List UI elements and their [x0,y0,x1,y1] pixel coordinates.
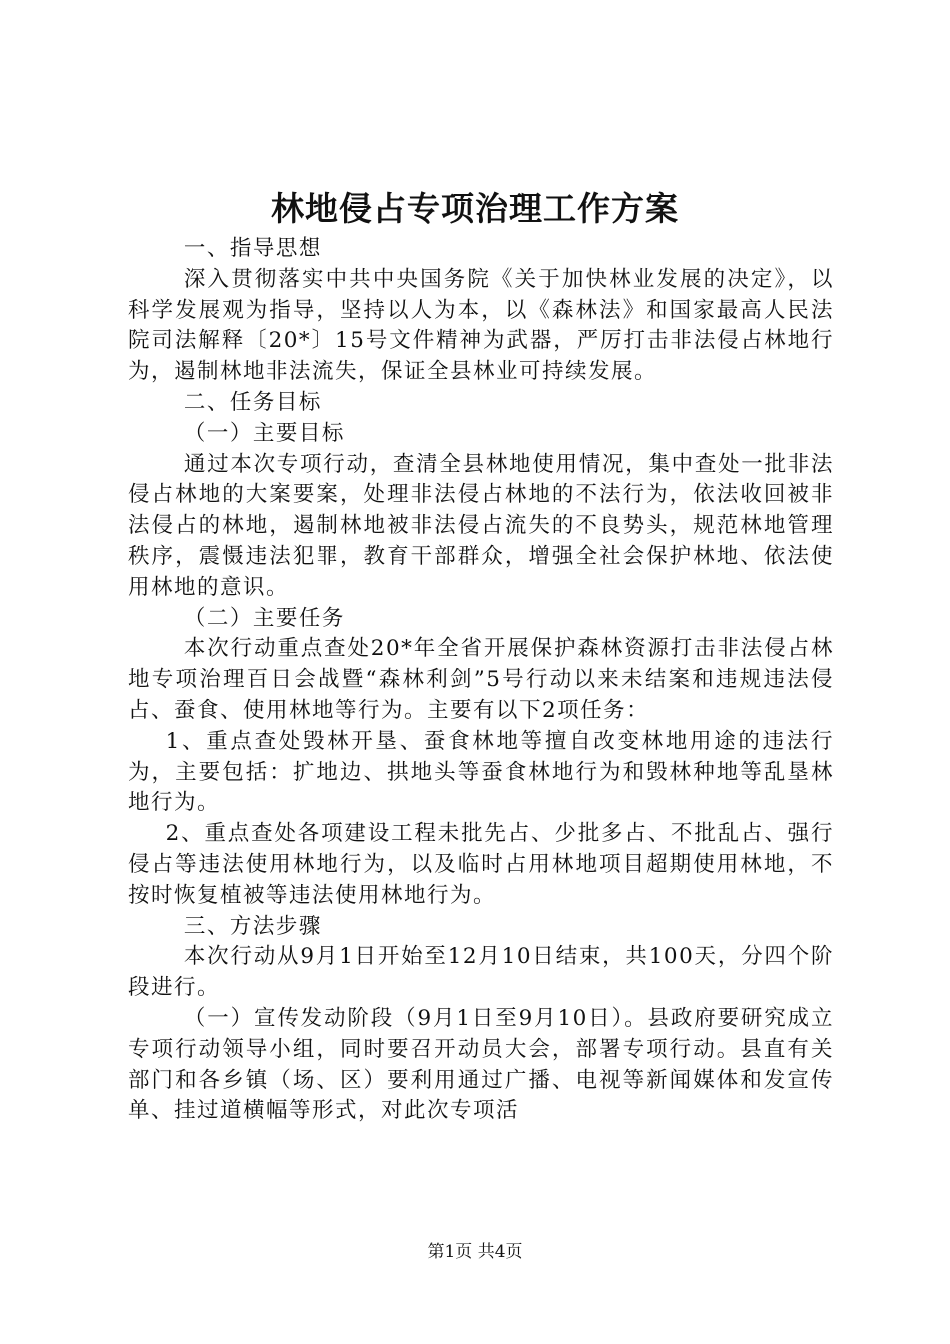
section-heading-guiding-thought: 一、指导思想 [183,236,322,261]
subheading-main-goals: （一）主要目标 [183,420,345,446]
section-heading-task-goals: 二、任务目标 [183,389,322,415]
section-heading-method-steps: 三、方法步骤 [183,913,322,939]
subheading-main-tasks: （二）主要任务 [183,605,345,631]
page-footer: 第1页 共4页 [427,1242,523,1262]
list-item-task-1: 1、重点查处毁林开垦、蚕食林地等擅自改变林地用途的违法行为，主要包括：扩地边、拱地头等蚕食林地行为和毁林种地等乱垦林地行为。 [128,728,834,816]
paragraph-main-goals: 通过本次专项行动，查清全县林地使用情况，集中查处一批非法侵占林地的大案要案，处理非法侵占林地的不法行为，依法收回被非法侵占的林地，遏制林地被非法侵占流失的不良势头，规范林地管理秩序，震慑违法犯罪，教育干部群众，增强全社会保护林地、依法使用林地的意识。 [128,451,834,600]
list-item-task-2: 2、重点查处各项建设工程未批先占、少批多占、不批乱占、强行侵占等违法使用林地行为，以及临时占用林地项目超期使用林地，不按时恢复植被等违法使用林地行为。 [128,821,834,908]
paragraph-guiding-thought: 深入贯彻落实中共中央国务院《关于加快林业发展的决定》，以科学发展观为指导，坚持以人为本，以《森林法》和国家最高人民法院司法解释〔20*〕15号文件精神为武器，严厉打击非法侵占林地行为，遏制林地非法流失，保证全县林业可持续发展。 [128,266,834,385]
paragraph-publicity-phase: （一）宣传发动阶段（9月1日至9月10日）。县政府要研究成立专项行动领导小组，同时要召开动员大会，部署专项行动。县直有关部门和各乡镇（场、区）要利用通过广播、电视等新闻媒体和发宣传单、挂过道横幅等形式，对此次专项活 [128,1005,834,1124]
document-body [128,234,834,1127]
paragraph-main-tasks: 本次行动重点查处20*年全省开展保护森林资源打击非法侵占林地专项治理百日会战暨“森林利剑”5号行动以来未结案和违规违法侵占、蚕食、使用林地等行为。主要有以下2项任务： [128,636,834,723]
document-title: 林地侵占专项治理工作方案 [271,189,679,228]
paragraph-schedule: 本次行动从9月1日开始至12月10日结束，共100天，分四个阶段进行。 [128,944,834,1001]
